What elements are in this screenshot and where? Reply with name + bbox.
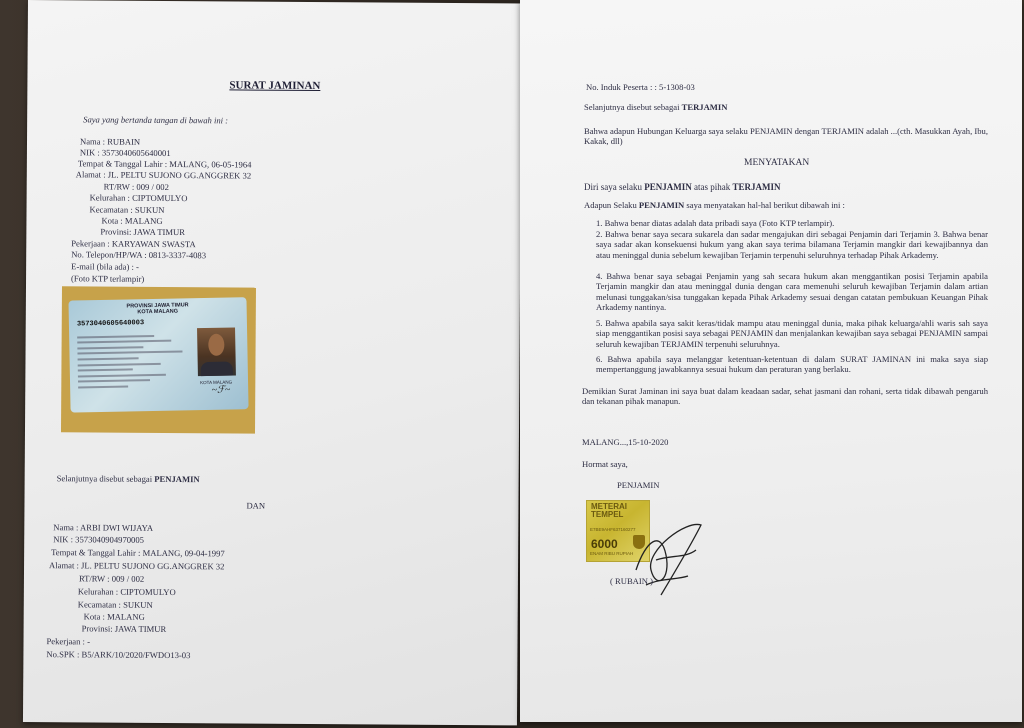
guarantor-name: Nama : RUBAIN (79, 136, 141, 147)
dan-separator: DAN (246, 500, 266, 511)
point-4: 4. Bahwa benar saya sebagai Penjamin yang sah secara hukum akan menggantikan posisi Terjamin apabila Terjamin mangkir dan atau meninggal dunia dengan cara memenuhi seluruh kewajiban Terjamin dalam artian melunasi tunggakan/sisa tunggakan kepada Pihak Arkademy sesuai dengan catatan pembukuan Keuangan Pihak Arkademy nantinya. (596, 271, 988, 312)
intro-text: Saya yang bertanda tangan di bawah ini : (83, 114, 229, 126)
ktp-fields (77, 330, 188, 392)
ktp-signature-icon: ~ℱ~ (211, 384, 231, 396)
signer-name: ( RUBAIN ) (610, 576, 653, 586)
points-intro-penjamin: PENJAMIN (638, 200, 685, 210)
stamp-serial: E7BE9AHF637160277 (590, 527, 636, 532)
guarantor-email: E-mail (bila ada) : - (71, 261, 139, 272)
point-6: 6. Bahwa apabila saya melanggar ketentuan-ketentuan di dalam SURAT JAMINAN ini maka saya siap mempertanggung jawabkannya sesuai hukum dan peraturan yang berlaku. (596, 354, 988, 375)
insured-rtrw: RT/RW : 009 / 002 (78, 573, 145, 584)
ktp-note: (Foto KTP terlampir) (71, 273, 145, 284)
ktp-city: KOTA MALANG (137, 308, 179, 316)
right-page (520, 0, 1022, 722)
insured-kelurahan: Kelurahan : CIPTOMULYO (77, 586, 176, 598)
points-intro (584, 200, 845, 210)
relationship-text: Bahwa adapun Hubungan Keluarga saya selaku PENJAMIN dengan TERJAMIN adalah ...(cth. Masukkan Ayah, Ibu, Kakak, dll) (584, 126, 988, 147)
guarantor-kecamatan: Kecamatan : SUKUN (89, 204, 165, 215)
guarantor-role-label: PENJAMIN (154, 473, 200, 485)
participant-number: No. Induk Peserta : : 5-1308-03 (586, 82, 695, 92)
ktp-sign-city: KOTA MALANG (200, 379, 233, 386)
guarantor-phone: No. Telepon/HP/WA : 0813-3337-4083 (71, 249, 207, 261)
points-intro-1: Adapun Selaku (584, 200, 637, 210)
guarantor-role-prefix: Selanjutnya disebut sebagai (56, 473, 153, 484)
closing-text: Demikian Surat Jaminan ini saya buat dalam keadaan sadar, sehat jasmani dan rohani, serta tidak dibawah pengaruh dan tekanan pihak manapun. (582, 386, 988, 407)
point-2-3: 2. Bahwa benar saya secara sukarela dan sadar mengajukan diri sebagai Penjamin dari Terjamin 3. Bahwa benar saya sadar akan konsekuensi hukum yang akan saya terima bilamana Terjamin mangkir dari kewajibannya dan atau meninggal dunia sebelum kewajiban Terjamin terpenuhi seluruhnya terhadap Pihak Arkademy. (596, 229, 988, 260)
insured-address: Alamat : JL. PELTU SUJONO GG.ANGGREK 32 (49, 560, 225, 572)
insured-role-prefix: Selanjutnya disebut sebagai (584, 102, 680, 112)
ktp-photo (61, 286, 256, 433)
guarantor-nik: NIK : 3573040605640001 (79, 147, 171, 158)
signer-role: PENJAMIN (617, 480, 660, 490)
insured-kota: Kota : MALANG (83, 611, 145, 622)
letter-title: SURAT JAMINAN (229, 79, 321, 93)
ktp-portrait (197, 327, 236, 376)
statement-text-2: atas pihak (693, 182, 731, 192)
guarantor-address: Alamat : JL. PELTU SUJONO GG.ANGGREK 32 (75, 169, 252, 181)
stamp-title: METERAI TEMPEL (591, 502, 627, 519)
guarantor-kelurahan: Kelurahan : CIPTOMULYO (89, 192, 188, 204)
stamp-value: 6000 (591, 537, 618, 551)
insured-provinsi: Provinsi: JAWA TIMUR (81, 623, 167, 634)
insured-role-line (584, 102, 727, 112)
insured-birth: Tempat & Tanggal Lahir : MALANG, 09-04-1997 (51, 547, 225, 559)
ktp-nik: 3573040605640003 (76, 319, 145, 329)
insured-kecamatan: Kecamatan : SUKUN (77, 599, 153, 610)
points-intro-2: saya menyatakan hal-hal berikut dibawah ini : (686, 200, 845, 210)
letter-date: MALANG...,15-10-2020 (582, 437, 669, 447)
stamp-value-text: ENAM RIBU RUPIAH (590, 551, 634, 556)
statement-line (584, 182, 781, 193)
declaration-heading: MENYATAKAN (744, 158, 810, 168)
insured-spk: No.SPK : B5/ARK/10/2020/FWDO13-03 (46, 649, 191, 661)
point-1: 1. Bahwa benar diatas adalah data pribadi saya (Foto KTP terlampir). (596, 218, 835, 228)
guarantor-kota: Kota : MALANG (101, 215, 163, 226)
statement-text-1: Diri saya selaku (584, 182, 642, 192)
insured-role-label: TERJAMIN (681, 102, 728, 112)
guarantor-pekerjaan: Pekerjaan : KARYAWAN SWASTA (71, 238, 196, 250)
left-page (23, 0, 522, 725)
regards-text: Hormat saya, (582, 459, 628, 469)
ktp-province: PROVINSI JAWA TIMUR (126, 302, 189, 310)
guarantor-birth: Tempat & Tanggal Lahir : MALANG, 06-05-1964 (77, 158, 252, 170)
guarantor-provinsi: Provinsi: JAWA TIMUR (100, 226, 186, 238)
insured-name: Nama : ARBI DWI WIJAYA (53, 522, 154, 533)
ktp-card (68, 297, 248, 412)
guarantor-rtrw: RT/RW : 009 / 002 (103, 181, 169, 192)
ktp-header (69, 301, 247, 317)
guarantor-role-line (57, 473, 200, 484)
point-5: 5. Bahwa apabila saya sakit keras/tidak mampu atau meninggal dunia, maka pihak keluarga/ahli waris sah saya siap menggantikan posisi saya sebagai PENJAMIN dan menjalankan kewajiban saya sebagai PENJAMIN sampai seluruh kewajiban TERJAMIN terpenuhi seluruhnya. (596, 318, 988, 349)
insured-pekerjaan: Pekerjaan : - (46, 636, 90, 647)
insured-nik: NIK : 3573040904970005 (53, 534, 144, 545)
statement-penjamin: PENJAMIN (644, 182, 692, 192)
statement-terjamin: TERJAMIN (732, 182, 781, 192)
